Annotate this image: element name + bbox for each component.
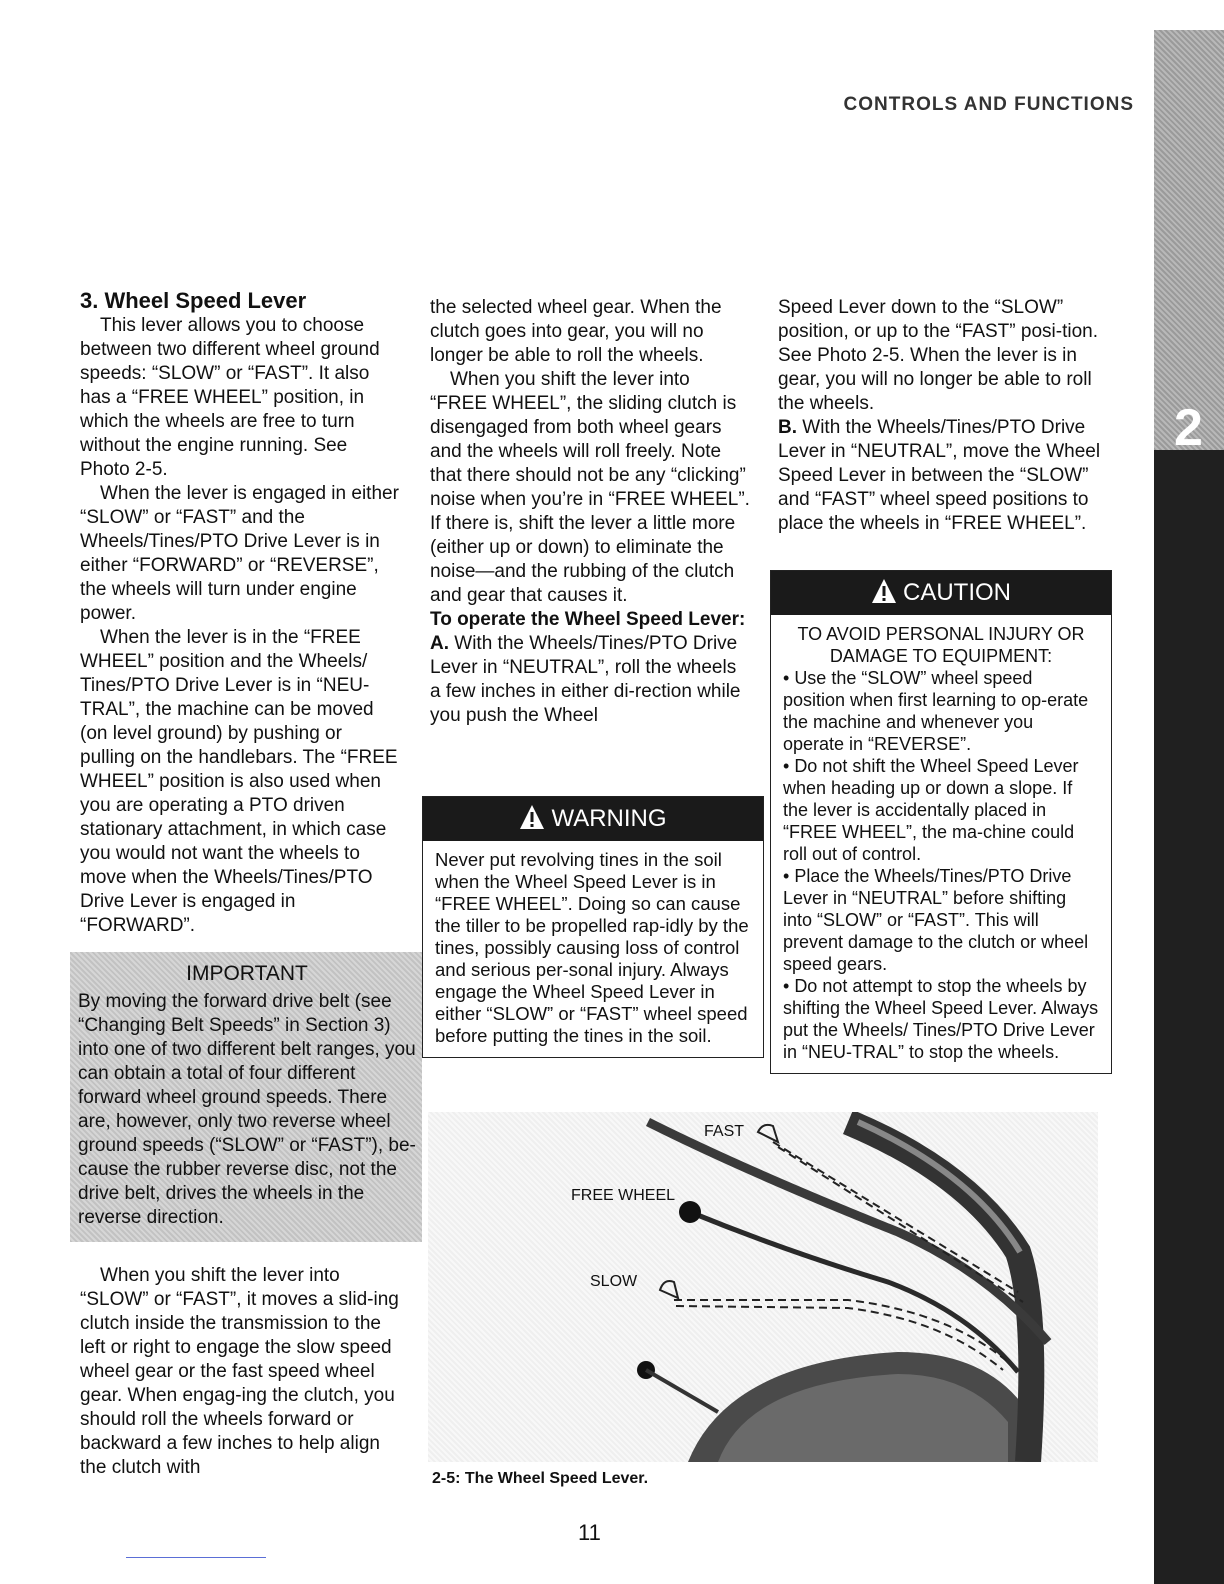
important-title: IMPORTANT	[186, 962, 308, 985]
label-free-wheel: FREE WHEEL	[571, 1187, 676, 1204]
warning-box	[422, 796, 764, 1058]
caution-header	[771, 571, 1111, 615]
label-slow: SLOW	[590, 1273, 638, 1290]
important-box	[70, 952, 422, 1242]
caution-item: • Do not shift the Wheel Speed Lever when heading up or down a slope. If the lever is accidentally placed in “FREE WHEEL”, the ma-chine could roll out of control.	[783, 756, 1079, 864]
step-a-text: With the Wheels/Tines/PTO Drive Lever in “NEUTRAL”, roll the wheels a few inches in either di-rection while you push the Wheel	[430, 633, 741, 726]
warning-icon	[519, 804, 545, 830]
caution-icon	[871, 578, 897, 604]
section-heading: 3. Wheel Speed Lever	[80, 288, 307, 313]
paragraph: This lever allows you to choose between two different wheel ground speeds: “SLOW” or “FAST”. It also has a “FREE WHEEL” position, in which the wheels are free to turn without the engine running. See Photo 2-5.	[80, 315, 380, 480]
warning-title: WARNING	[551, 805, 667, 832]
caution-item: • Do not attempt to stop the wheels by shifting the Wheel Speed Lever. Always put the Wheels/ Tines/PTO Drive Lever in “NEU-TRAL” to stop the wheels.	[783, 976, 1099, 1062]
section-header: CONTROLS AND FUNCTIONS	[843, 94, 1134, 115]
step-b-text: With the Wheels/Tines/PTO Drive Lever in “NEUTRAL”, move the Wheel Speed Lever in between the “SLOW” and “FAST” wheel speed positions to place the wheels in “FREE WHEEL”.	[778, 417, 1101, 534]
caution-heading: TO AVOID PERSONAL INJURY OR DAMAGE TO EQUIPMENT:	[797, 624, 1085, 666]
caution-item: • Place the Wheels/Tines/PTO Drive Lever in “NEUTRAL” before shifting into “SLOW” or “FAST”. This will prevent damage to the clutch or wheel speed gears.	[783, 866, 1089, 974]
warning-text: Never put revolving tines in the soil when the Wheel Speed Lever is in “FREE WHEEL”. Doing so can cause the tiller to be propelled rap-idly by the tines, possibly causing loss of control and serious per-sonal injury. Always engage the Wheel Speed Lever in either “SLOW” or “FAST” wheel speed before putting the tines in the soil.	[435, 849, 749, 1046]
important-text: By moving the forward drive belt (see “Changing Belt Speeds” in Section 3) into one of two different belt ranges, you can obtain a total of four different forward wheel ground speeds. There are, however, only two reverse wheel ground speeds (“SLOW” or “FAST”), be-cause the rubber reverse disc, not the drive belt, drives the wheels in the reverse direction.	[78, 991, 416, 1228]
step-a-label: A.	[430, 633, 449, 654]
caution-item: • Use the “SLOW” wheel speed position when first learning to op-erate the machine and whenever you operate in “REVERSE”.	[783, 668, 1089, 754]
paragraph: When you shift the lever into “SLOW” or “FAST”, it moves a slid-ing clutch inside the transmission to the left or right to engage the slow speed wheel gear or the fast speed wheel gear. When engag-ing the clutch, you should roll the wheels forward or backward a few inches to help align the clutch with	[80, 1265, 399, 1478]
warning-header	[423, 797, 763, 841]
label-fast: FAST	[704, 1123, 745, 1140]
section-tab-texture	[1154, 30, 1224, 450]
lever-illustration	[428, 1112, 1098, 1462]
paragraph: Speed Lever down to the “SLOW” position, or up to the “FAST” posi-tion. See Photo 2-5. When the lever is in gear, you will no longer be able to roll the wheels.	[778, 297, 1098, 414]
column-3	[778, 296, 1104, 536]
step-a	[430, 632, 750, 728]
section-tab-number: 2	[1174, 399, 1203, 457]
step-b-label: B.	[778, 417, 797, 438]
footer-rule	[126, 1557, 266, 1558]
lever-photo	[428, 1112, 1098, 1462]
paragraph: the selected wheel gear. When the clutch goes into gear, you will no longer be able to roll the wheels.	[430, 297, 722, 366]
column-1	[78, 288, 416, 1480]
subheading: To operate the Wheel Speed Lever:	[430, 609, 746, 630]
photo-caption: 2-5: The Wheel Speed Lever.	[432, 1470, 649, 1487]
caution-body	[771, 615, 1111, 1073]
step-b	[778, 416, 1104, 536]
paragraph: When you shift the lever into “FREE WHEEL”, the sliding clutch is disengaged from both wheel gears and the wheels will roll freely. Note that there should not be any “clicking” noise when you’re in “FREE WHEEL”. If there is, shift the lever a little more (either up or down) to eliminate the noise—and the rubbing of the clutch and gear that causes it.	[430, 369, 750, 606]
caution-box	[770, 570, 1112, 1074]
column-2	[430, 296, 750, 728]
paragraph: When the lever is engaged in either “SLOW” or “FAST” and the Wheels/Tines/PTO Drive Lever is in either “FORWARD” or “REVERSE”, the wheels will turn under engine power.	[80, 483, 399, 624]
page-number: 11	[578, 1520, 601, 1545]
caution-title: CAUTION	[903, 579, 1011, 606]
paragraph: When the lever is in the “FREE WHEEL” position and the Wheels/ Tines/PTO Drive Lever is in “NEU-TRAL”, the machine can be moved (on level ground) by pushing or pulling on the handlebars. The “FREE WHEEL” position is also used when you are operating a PTO driven stationary attachment, in which case you would not want the wheels to move when the Wheels/Tines/PTO Drive Lever is engaged in “FORWARD”.	[80, 627, 398, 936]
section-tab	[1154, 30, 1224, 1584]
